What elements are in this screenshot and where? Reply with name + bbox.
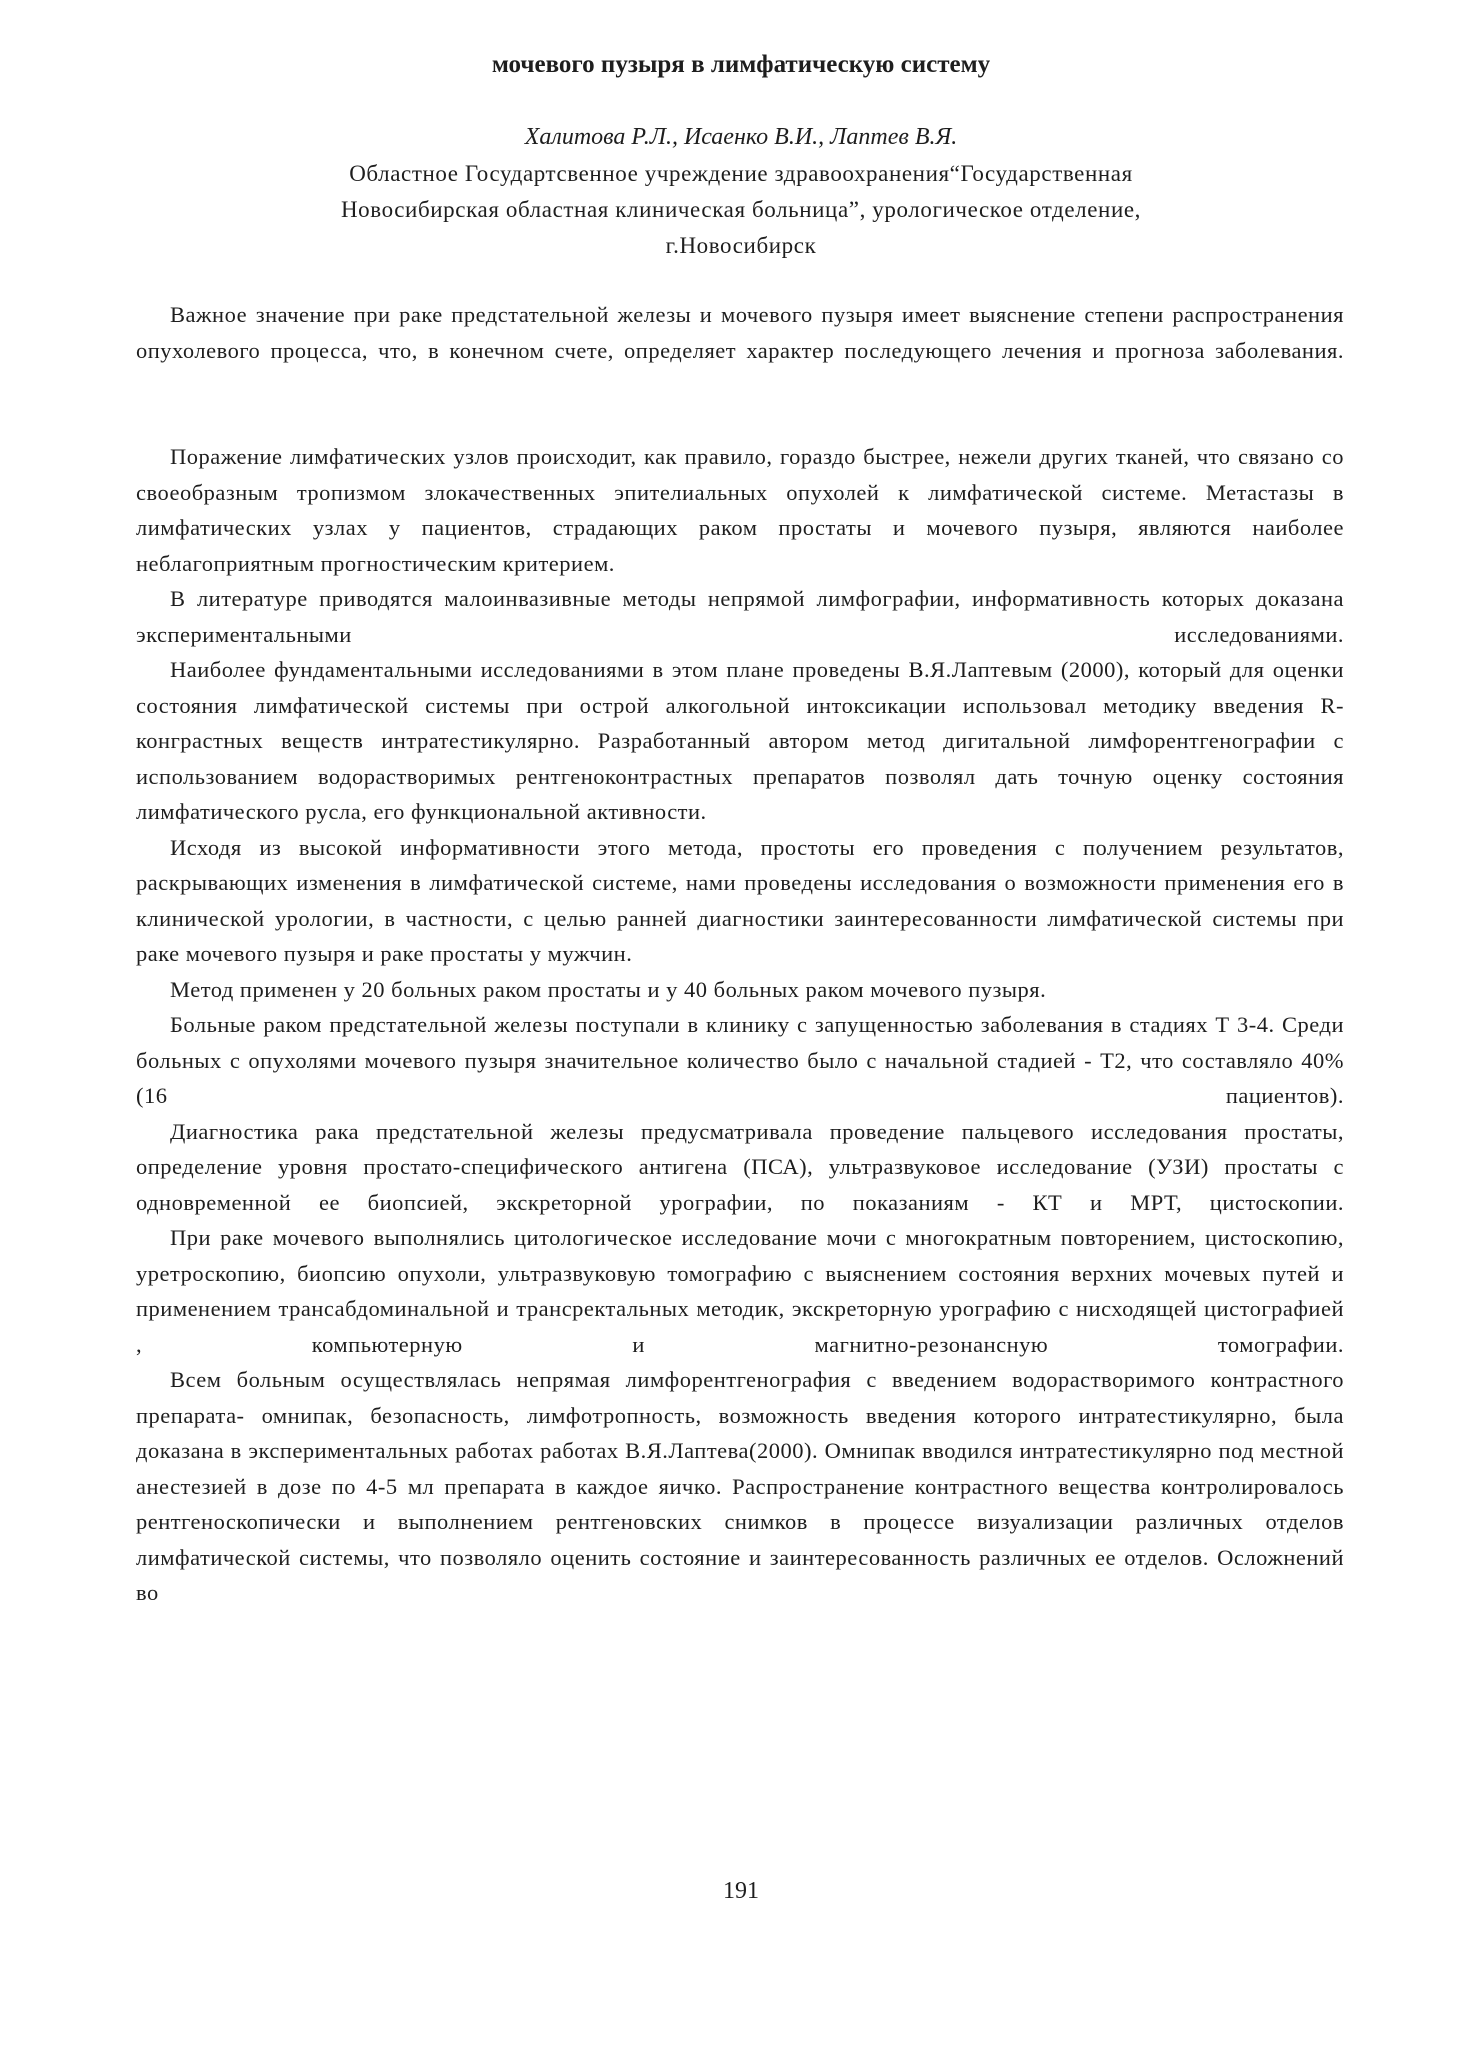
paragraph: В литературе приводятся малоинвазивные методы непрямой лимфографии, информативность которых доказана экспериментальными исследованиями.: [136, 586, 1344, 647]
page-number: 191: [723, 1878, 759, 1904]
paragraph: Наиболее фундаментальными исследованиями в этом плане проведены В.Я.Лаптевым (2000), который для оценки состояния лимфатической системы при острой алкогольной интоксикации использовал методику введения R-конграстных веществ интратестикулярно. Разработанный автором метод дигитальной лимфорентгенографии с использованием водорастворимых рентгеноконтрастных препаратов позволял дать точную оценку состояния лимфатического русла, его функциональной активности.: [136, 657, 1344, 824]
paragraph: При раке мочевого выполнялись цитологическое исследование мочи с многократным повторением, цистоскопию, уретроскопию, биопсию опухоли, ультразвуковую томографию с выяснением состояния верхних мочевых путей и применением трансабдоминальной и трансректальных методик, экскреторную урографию с нисходящей цистографией , компьютерную и магнитно-резонансную томографии.: [136, 1225, 1344, 1357]
author-affiliation: [0, 156, 1482, 264]
affiliation-line: г.Новосибирск: [665, 233, 817, 258]
paragraph: Поражение лимфатических узлов происходит, как правило, гораздо быстрее, нежели других тканей, что связано со своеобразным тропизмом злокачественных эпителиальных опухолей к лимфатической системе. Метастазы в лимфатических узлах у пациентов, страдающих раком простаты и мочевого пузыря, являются наиболее неблагоприятным прогностическим критерием.: [136, 444, 1344, 576]
paragraph: Метод применен у 20 больных раком простаты и у 40 больных раком мочевого пузыря.: [170, 976, 1047, 1002]
paragraph: Всем больным осуществлялась непрямая лимфорентгенография с введением водорастворимого контрастного препарата- омнипак, безопасность, лимфотропность, возможность введения которого интратестикулярно, была доказана в экспериментальных работах работах В.Я.Лаптева(2000). Омнипак вводился интратестикулярно под местной анестезией в дозе по 4-5 мл препарата в каждое яичко. Распространение контрастного вещества контролировалось рентгеноскопически и выполнением рентгеновских снимков в процессе визуализации различных отделов лимфатической системы, что позволяло оценить состояние и заинтересованность различных ее отделов. Осложнений во: [136, 1367, 1344, 1605]
article-title: мочевого пузыря в лимфатическую систему: [491, 51, 991, 78]
paragraph: Диагностика рака предстательной железы предусматривала проведение пальцевого исследования простаты, определение уровня простато-специфического антигена (ПСА), ультразвуковое исследование (УЗИ) простаты с одновременной ее биопсией, экскреторной урографии, по показаниям - КТ и МРТ, цистоскопии.: [136, 1118, 1344, 1215]
paragraph: Важное значение при раке предстательной железы и мочевого пузыря имеет выяснение степени распространения опухолевого процесса, что, в конечном счете, определяет характер последующего лечения и прогноза заболевания.: [136, 302, 1344, 363]
article-body: [136, 297, 1344, 1611]
paragraph: Исходя из высокой информативности этого метода, простоты его проведения с получением результатов, раскрывающих изменения в лимфатической системе, нами проведены исследования о возможности применения его в клинической урологии, в частности, с целью ранней диагностики заинтересованности лимфатической системы при раке мочевого пузыря и раке простаты у мужчин.: [136, 834, 1344, 966]
affiliation-line: Областное Государтсвенное учреждение здравоохранения“Государственная: [349, 161, 1133, 186]
article-authors: Халитова Р.Л., Исаенко В.И., Лаптев В.Я.: [524, 124, 958, 150]
paragraph: Больные раком предстательной железы поступали в клинику с запущенностью заболевания в стадиях Т 3-4. Среди больных с опухолями мочевого пузыря значительное количество было с начальной стадией - Т2, что составляло 40% (16 пациентов).: [136, 1012, 1344, 1108]
affiliation-line: Новосибирская областная клиническая больница”, урологическое отделение,: [340, 197, 1142, 222]
paragraph-spacer: [136, 368, 1344, 439]
